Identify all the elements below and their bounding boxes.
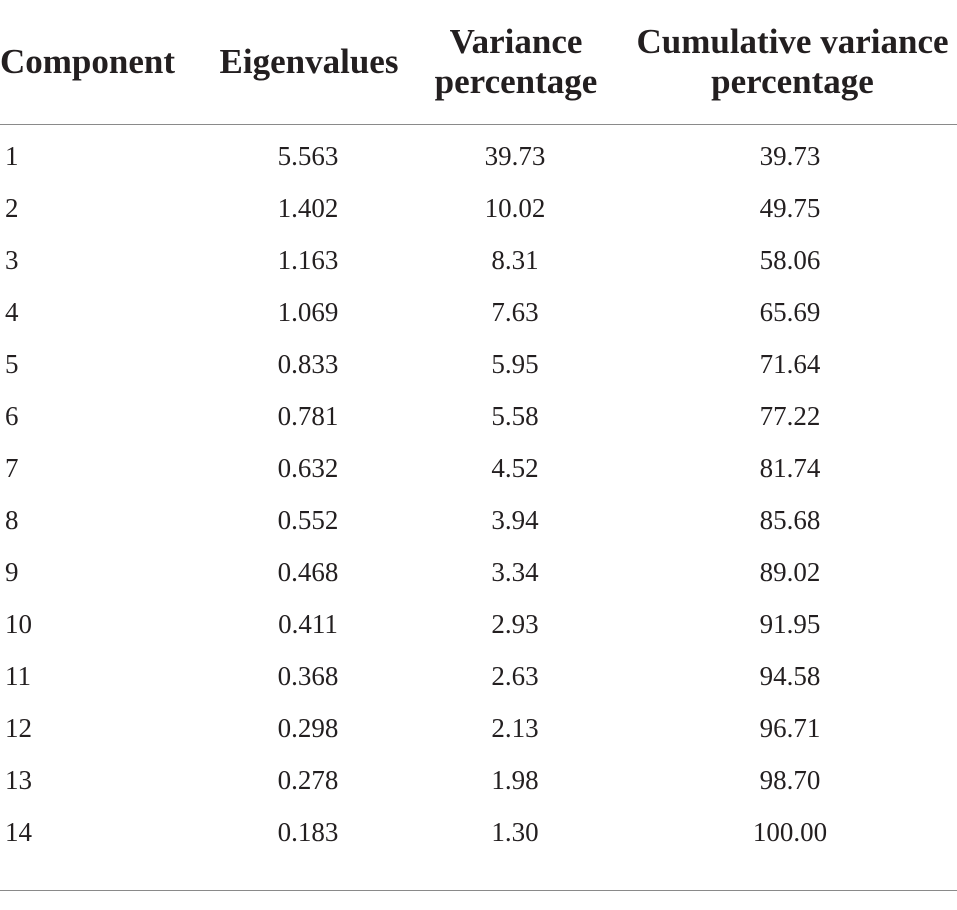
cell-eigenvalue: 0.833 xyxy=(277,349,339,379)
cell-component: 2 xyxy=(5,193,19,223)
cell-eigenvalue: 0.468 xyxy=(277,557,339,587)
table-row xyxy=(0,130,957,182)
cell-eigenvalue: 0.552 xyxy=(277,505,339,535)
cell-eigenvalue: 1.163 xyxy=(277,245,339,275)
table-row xyxy=(0,754,957,806)
cell-component: 5 xyxy=(5,349,19,379)
table-row xyxy=(0,286,957,338)
cell-component: 12 xyxy=(5,713,32,743)
cell-variance-percentage: 8.31 xyxy=(491,245,539,275)
cell-component: 3 xyxy=(5,245,19,275)
cell-cumulative-percentage: 81.74 xyxy=(759,453,821,483)
cell-cumulative-percentage: 77.22 xyxy=(759,401,821,431)
cell-cumulative-percentage: 91.95 xyxy=(759,609,821,639)
cell-cumulative-percentage: 85.68 xyxy=(759,505,821,535)
cell-eigenvalue: 1.402 xyxy=(277,193,339,223)
cell-eigenvalue: 0.298 xyxy=(277,713,339,743)
header-divider xyxy=(0,124,957,125)
cell-eigenvalue: 5.563 xyxy=(277,141,339,171)
cell-component: 4 xyxy=(5,297,19,327)
table-body xyxy=(0,130,957,858)
cell-cumulative-percentage: 49.75 xyxy=(759,193,821,223)
cell-cumulative-percentage: 96.71 xyxy=(759,713,821,743)
cell-cumulative-percentage: 100.00 xyxy=(752,817,828,847)
table-row xyxy=(0,390,957,442)
cell-variance-percentage: 2.63 xyxy=(491,661,539,691)
table-row xyxy=(0,442,957,494)
table-row xyxy=(0,598,957,650)
cell-cumulative-percentage: 89.02 xyxy=(759,557,821,587)
cell-component: 6 xyxy=(5,401,19,431)
cell-cumulative-percentage: 39.73 xyxy=(759,141,821,171)
cell-component: 8 xyxy=(5,505,19,535)
header-variance-percentage xyxy=(428,22,604,102)
cell-eigenvalue: 0.632 xyxy=(277,453,339,483)
table-row xyxy=(0,650,957,702)
header-cumulative-variance-percentage xyxy=(628,22,957,102)
header-eigenvalues: Eigenvalues xyxy=(219,42,399,81)
header-variance-line2: percentage xyxy=(434,62,598,101)
cell-eigenvalue: 0.781 xyxy=(277,401,339,431)
cell-component: 11 xyxy=(5,661,31,691)
header-variance-line1: Variance xyxy=(449,22,583,61)
cell-eigenvalue: 0.183 xyxy=(277,817,339,847)
cell-cumulative-percentage: 65.69 xyxy=(759,297,821,327)
table-row xyxy=(0,494,957,546)
cell-variance-percentage: 7.63 xyxy=(491,297,539,327)
cell-variance-percentage: 39.73 xyxy=(484,141,546,171)
header-component: Component xyxy=(0,42,176,81)
cell-component: 13 xyxy=(5,765,32,795)
cell-variance-percentage: 3.94 xyxy=(491,505,539,535)
cell-cumulative-percentage: 71.64 xyxy=(759,349,821,379)
cell-cumulative-percentage: 58.06 xyxy=(759,245,821,275)
cell-component: 9 xyxy=(5,557,19,587)
cell-cumulative-percentage: 98.70 xyxy=(759,765,821,795)
header-cumulative-line1: Cumulative variance xyxy=(636,22,949,61)
cell-eigenvalue: 0.411 xyxy=(278,609,338,639)
cell-component: 7 xyxy=(5,453,19,483)
cell-variance-percentage: 4.52 xyxy=(491,453,539,483)
table-bottom-rule xyxy=(0,890,957,891)
cell-variance-percentage: 2.13 xyxy=(491,713,539,743)
cell-variance-percentage: 5.58 xyxy=(491,401,539,431)
table-row xyxy=(0,702,957,754)
cell-variance-percentage: 3.34 xyxy=(491,557,539,587)
cell-variance-percentage: 1.30 xyxy=(491,817,539,847)
cell-variance-percentage: 2.93 xyxy=(491,609,539,639)
cell-component: 1 xyxy=(5,141,19,171)
cell-eigenvalue: 1.069 xyxy=(277,297,339,327)
table-row xyxy=(0,234,957,286)
table-row xyxy=(0,338,957,390)
cell-component: 14 xyxy=(5,817,32,847)
cell-eigenvalue: 0.368 xyxy=(277,661,339,691)
cell-component: 10 xyxy=(5,609,32,639)
cell-variance-percentage: 5.95 xyxy=(491,349,539,379)
cell-eigenvalue: 0.278 xyxy=(277,765,339,795)
cell-variance-percentage: 10.02 xyxy=(484,193,546,223)
header-cumulative-line2: percentage xyxy=(711,62,874,101)
cell-variance-percentage: 1.98 xyxy=(491,765,539,795)
table-header-row xyxy=(0,0,957,124)
table-row xyxy=(0,546,957,598)
table-row xyxy=(0,806,957,858)
cell-cumulative-percentage: 94.58 xyxy=(759,661,821,691)
table-row xyxy=(0,182,957,234)
